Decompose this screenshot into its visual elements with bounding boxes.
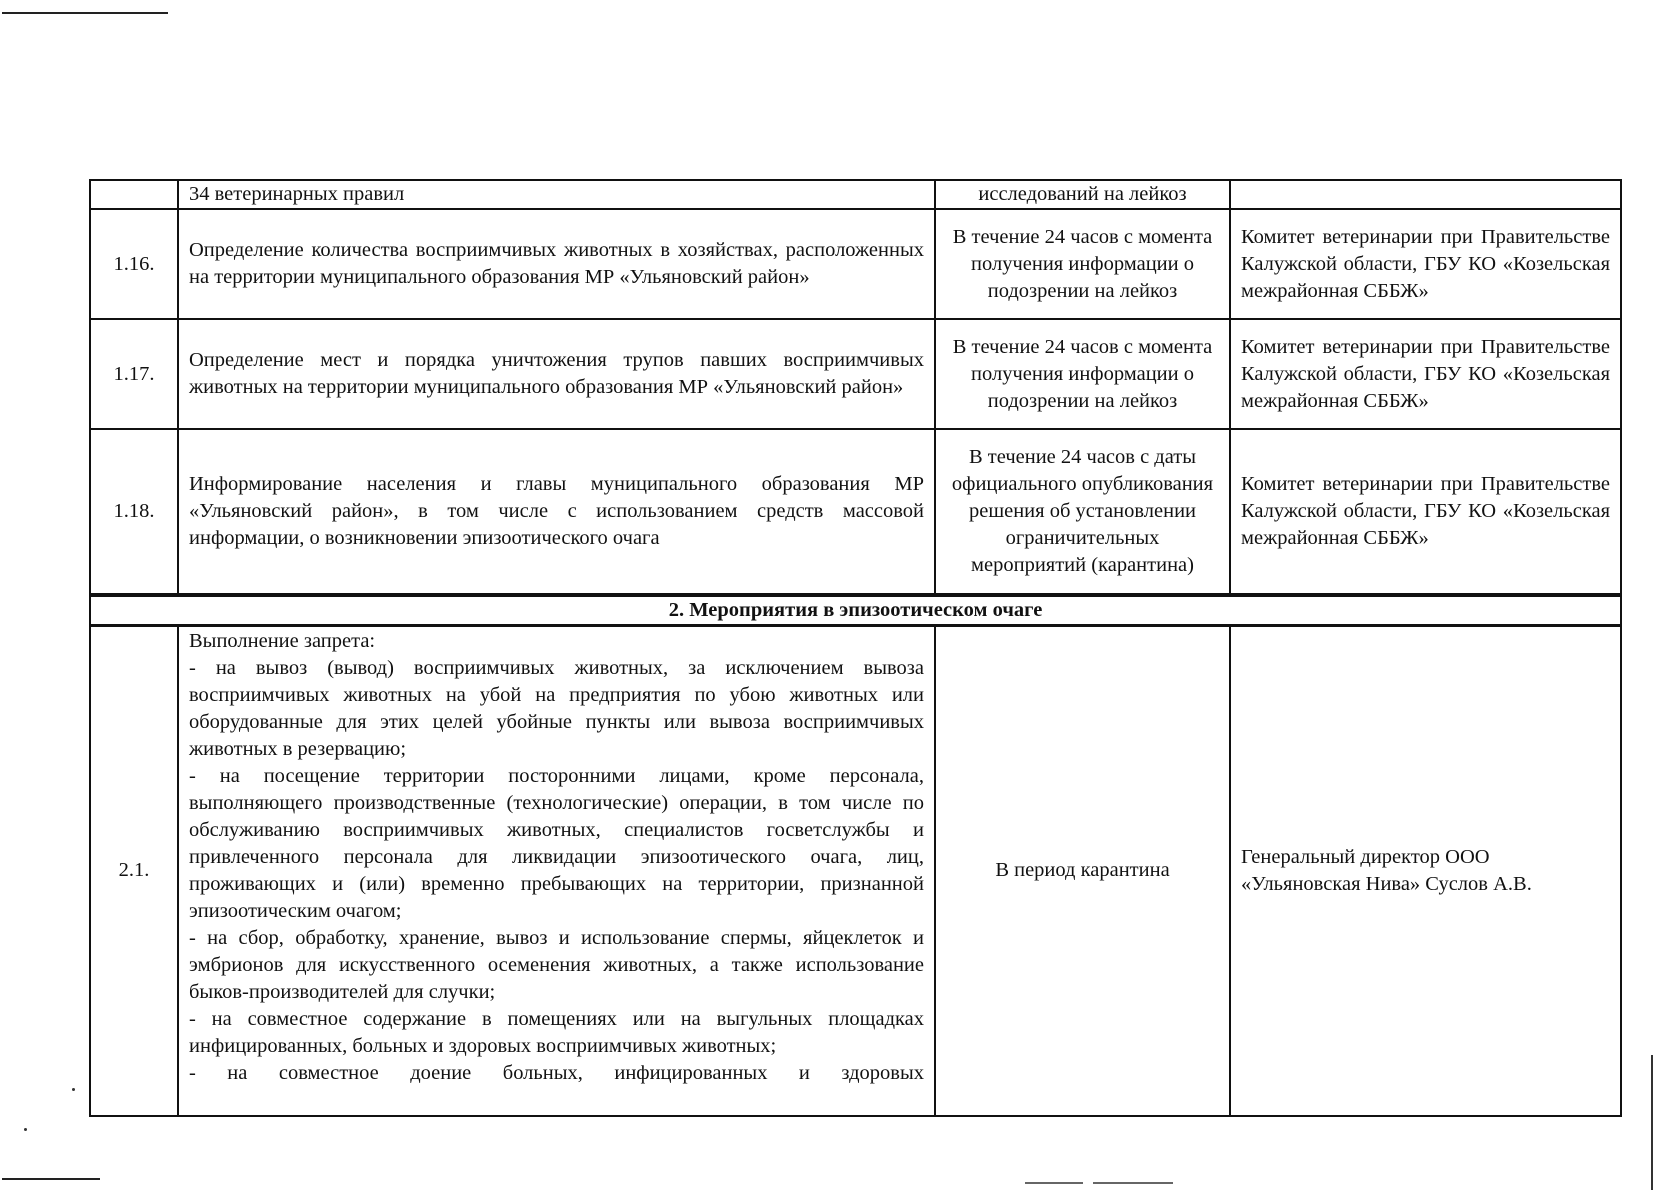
measure-description	[178, 626, 935, 1116]
measure-term: В течение 24 часов с даты официального опубликования решения об установлении ограничительных мероприятий (карантина)	[935, 429, 1230, 595]
description-line: - на вывоз (вывод) восприимчивых животных, за исключением вывоза восприимчивых животных на убой на предприятия по убою животных или оборудованные для этих целей убойные пункты или вывоза восприимчивых животных в резервацию;	[189, 657, 924, 760]
measures-table	[89, 179, 1622, 1117]
measure-term: В течение 24 часов с момента получения информации о подозрении на лейкоз	[935, 209, 1230, 319]
row-number: 1.18.	[90, 429, 178, 595]
section-title: 2. Мероприятия в эпизоотическом очаге	[90, 595, 1621, 626]
measure-description: Определение количества восприимчивых животных в хозяйствах, расположенных на территории муниципального образования МР «Ульяновский район»	[178, 209, 935, 319]
scan-rule-bottom	[2, 1178, 100, 1180]
measure-responsible: Генеральный директор ООО «Ульяновская Нива» Суслов А.В.	[1230, 626, 1621, 1116]
row-number	[90, 180, 178, 209]
measure-responsible	[1230, 180, 1621, 209]
measure-responsible: Комитет ветеринарии при Правительстве Калужской области, ГБУ КО «Козельская межрайонная СББЖ»	[1230, 429, 1621, 595]
measure-term: исследований на лейкоз	[935, 180, 1230, 209]
measure-responsible: Комитет ветеринарии при Правительстве Калужской области, ГБУ КО «Козельская межрайонная СББЖ»	[1230, 209, 1621, 319]
table-row	[90, 209, 1621, 319]
measure-term: В течение 24 часов с момента получения информации о подозрении на лейкоз	[935, 319, 1230, 429]
measure-description: Определение мест и порядка уничтожения трупов павших восприимчивых животных на территории муниципального образования МР «Ульяновский район»	[178, 319, 935, 429]
scan-edge-right	[1651, 1055, 1653, 1190]
description-line: - на совместное доение больных, инфицированных и здоровых	[189, 1062, 924, 1084]
scan-speck	[24, 1128, 27, 1131]
measure-responsible: Комитет ветеринарии при Правительстве Калужской области, ГБУ КО «Козельская межрайонная СББЖ»	[1230, 319, 1621, 429]
table-row	[90, 429, 1621, 595]
description-line: - на сбор, обработку, хранение, вывоз и использование спермы, яйцеклеток и эмбрионов для искусственного осеменения животных, а также использование быков-производителей для случки;	[189, 927, 924, 1003]
table-row	[90, 319, 1621, 429]
scan-dash	[1093, 1182, 1173, 1184]
scan-speck	[72, 1088, 75, 1091]
section-heading-row	[90, 595, 1621, 626]
row-number: 1.17.	[90, 319, 178, 429]
row-number: 1.16.	[90, 209, 178, 319]
description-line: - на совместное содержание в помещениях или на выгульных площадках инфицированных, больных и здоровых восприимчивых животных;	[189, 1008, 924, 1057]
scan-rule-top	[2, 12, 168, 14]
scan-dash	[1025, 1182, 1083, 1184]
table-row	[90, 626, 1621, 1116]
measure-description: 34 ветеринарных правил	[178, 180, 935, 209]
table-row	[90, 180, 1621, 209]
row-number: 2.1.	[90, 626, 178, 1116]
description-line: Выполнение запрета:	[189, 630, 376, 652]
description-line: - на посещение территории посторонними лицами, кроме персонала, выполняющего производственные (технологические) операции, в том числе по обслуживанию восприимчивых животных, специалистов госветслужбы и привлеченного персонала для ликвидации эпизоотического очага, лиц, проживающих и (или) временно пребывающих на территории, признанной эпизоотическим очагом;	[189, 765, 924, 922]
measure-description: Информирование населения и главы муниципального образования МР «Ульяновский район», в том числе с использованием средств массовой информации, о возникновении эпизоотического очага	[178, 429, 935, 595]
measure-term: В период карантина	[935, 626, 1230, 1116]
